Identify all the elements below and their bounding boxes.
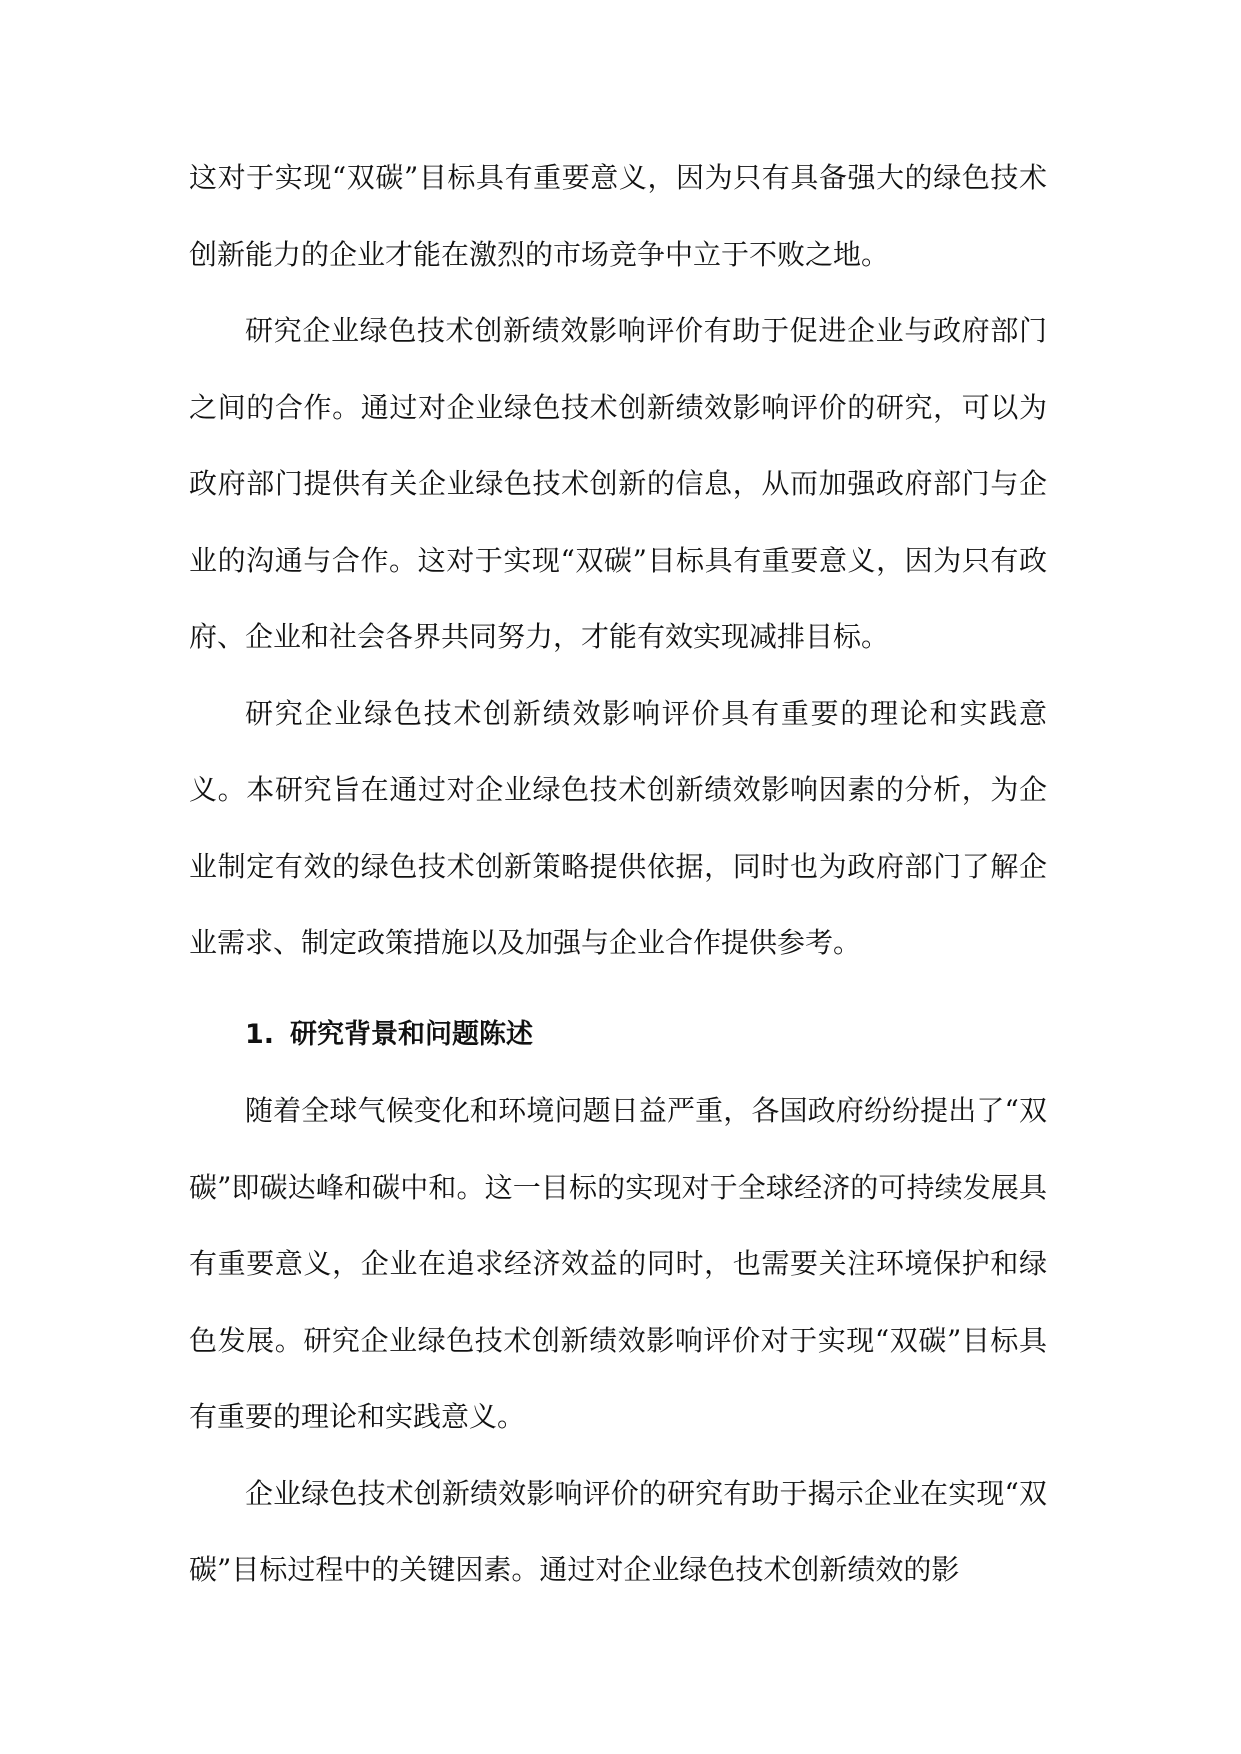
section-number: 1.: [245, 1018, 275, 1050]
section-heading: [189, 997, 1047, 1074]
paragraph-background: 随着全球气候变化和环境问题日益严重，各国政府纷纷提出了“双碳”即碳达峰和碳中和。这一目标的实现对于全球经济的可持续发展具有重要意义，企业在追求经济效益的同时，也需要关注环境保护和绿色发展。研究企业绿色技术创新绩效影响评价对于实现“双碳”目标具有重要的理论和实践意义。: [189, 1094, 1047, 1433]
paragraph-key-factors: 企业绿色技术创新绩效影响评价的研究有助于揭示企业在实现“双碳”目标过程中的关键因素。通过对企业绿色技术创新绩效的影: [189, 1476, 1047, 1586]
paragraph-continuation: 这对于实现“双碳”目标具有重要意义，因为只有具备强大的绿色技术创新能力的企业才能在激烈的市场竞争中立于不败之地。: [189, 161, 1047, 271]
document-body: [189, 140, 1047, 1609]
section-title: 研究背景和问题陈述: [290, 1018, 533, 1050]
paragraph-significance: 研究企业绿色技术创新绩效影响评价具有重要的理论和实践意义。本研究旨在通过对企业绿色技术创新绩效影响因素的分析，为企业制定有效的绿色技术创新策略提供依据，同时也为政府部门了解企业需求、制定政策措施以及加强与企业合作提供参考。: [189, 696, 1047, 959]
paragraph-government-cooperation: 研究企业绿色技术创新绩效影响评价有助于促进企业与政府部门之间的合作。通过对企业绿色技术创新绩效影响评价的研究，可以为政府部门提供有关企业绿色技术创新的信息，从而加强政府部门与企业的沟通与合作。这对于实现“双碳”目标具有重要意义，因为只有政府、企业和社会各界共同努力，才能有效实现减排目标。: [189, 314, 1047, 653]
